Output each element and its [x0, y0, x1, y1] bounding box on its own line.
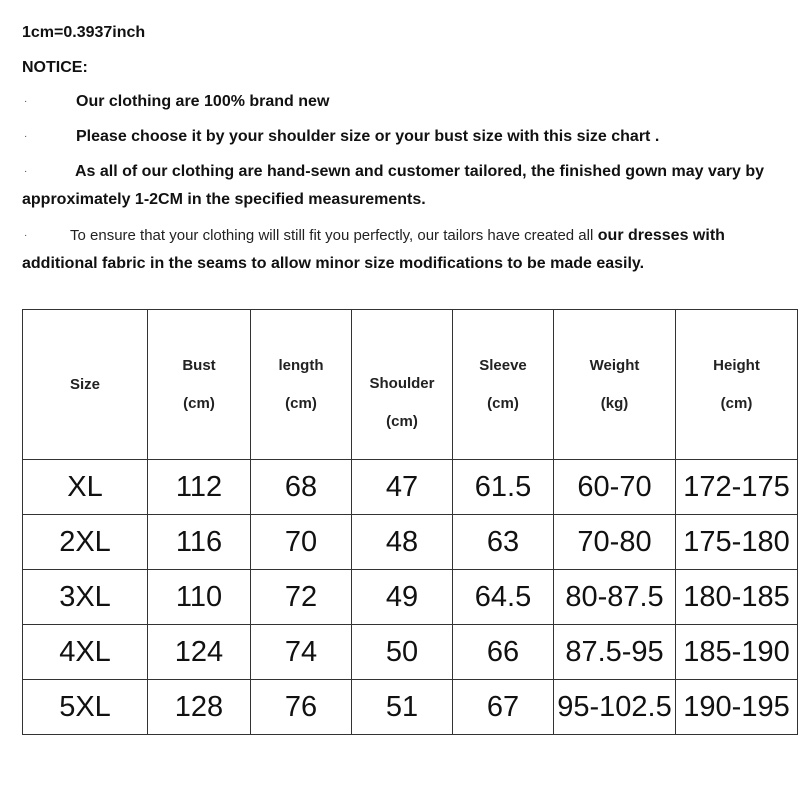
conversion-note: 1cm=0.3937inch	[22, 24, 146, 41]
table-row	[23, 515, 798, 570]
cell-weight: 70-80	[554, 515, 676, 570]
cell-length: 72	[251, 570, 352, 625]
table-row	[23, 680, 798, 735]
notice-item-4-text-a: To ensure that your clothing will still fit you perfectly, our tailors have created all	[70, 227, 594, 244]
cell-bust: 112	[148, 460, 251, 515]
cell-bust: 116	[148, 515, 251, 570]
header-size: Size	[23, 310, 148, 460]
cell-bust: 124	[148, 625, 251, 680]
bullet-1: ·	[24, 96, 28, 107]
table-header-row	[23, 310, 798, 460]
cell-height: 172-175	[676, 460, 798, 515]
cell-sleeve: 67	[453, 680, 554, 735]
bullet-4: ·	[24, 230, 28, 241]
cell-height: 180-185	[676, 570, 798, 625]
cell-weight: 60-70	[554, 460, 676, 515]
cell-sleeve: 64.5	[453, 570, 554, 625]
cell-size: XL	[23, 460, 148, 515]
cell-length: 74	[251, 625, 352, 680]
cell-shoulder: 51	[352, 680, 453, 735]
cell-shoulder: 48	[352, 515, 453, 570]
notice-item-3-text: As all of our clothing are hand-sewn and customer tailored, the finished gown may vary by approximately 1-2CM in the specified measurements.	[22, 163, 765, 208]
notice-title: NOTICE:	[22, 59, 88, 76]
cell-sleeve: 63	[453, 515, 554, 570]
header-height: Height (cm)	[676, 310, 798, 460]
cell-weight: 80-87.5	[554, 570, 676, 625]
bullet-2: ·	[24, 131, 28, 142]
header-bust: Bust (cm)	[148, 310, 251, 460]
cell-shoulder: 49	[352, 570, 453, 625]
size-chart-table	[22, 309, 798, 735]
bullet-3: ·	[24, 166, 28, 177]
cell-length: 76	[251, 680, 352, 735]
header-sleeve: Sleeve (cm)	[453, 310, 554, 460]
notice-item-3	[22, 158, 782, 214]
header-shoulder: Shoulder (cm)	[352, 310, 453, 460]
cell-size: 3XL	[23, 570, 148, 625]
cell-bust: 110	[148, 570, 251, 625]
table-row	[23, 460, 798, 515]
table-row	[23, 625, 798, 680]
cell-weight: 95-102.5	[554, 680, 676, 735]
cell-size: 4XL	[23, 625, 148, 680]
cell-height: 175-180	[676, 515, 798, 570]
cell-shoulder: 47	[352, 460, 453, 515]
notice-item-2: Please choose it by your shoulder size or your bust size with this size chart .	[76, 128, 660, 145]
cell-sleeve: 61.5	[453, 460, 554, 515]
table-row	[23, 570, 798, 625]
cell-length: 70	[251, 515, 352, 570]
cell-bust: 128	[148, 680, 251, 735]
cell-weight: 87.5-95	[554, 625, 676, 680]
header-length: length (cm)	[251, 310, 352, 460]
header-weight: Weight (kg)	[554, 310, 676, 460]
cell-sleeve: 66	[453, 625, 554, 680]
cell-size: 5XL	[23, 680, 148, 735]
cell-length: 68	[251, 460, 352, 515]
cell-size: 2XL	[23, 515, 148, 570]
cell-height: 185-190	[676, 625, 798, 680]
notice-item-4	[22, 222, 782, 278]
cell-shoulder: 50	[352, 625, 453, 680]
notice-item-4-text-b: our dresses with additional fabric in the seams to allow minor size modifications to be made easily.	[22, 227, 725, 272]
notice-item-1: Our clothing are 100% brand new	[76, 93, 330, 110]
cell-height: 190-195	[676, 680, 798, 735]
